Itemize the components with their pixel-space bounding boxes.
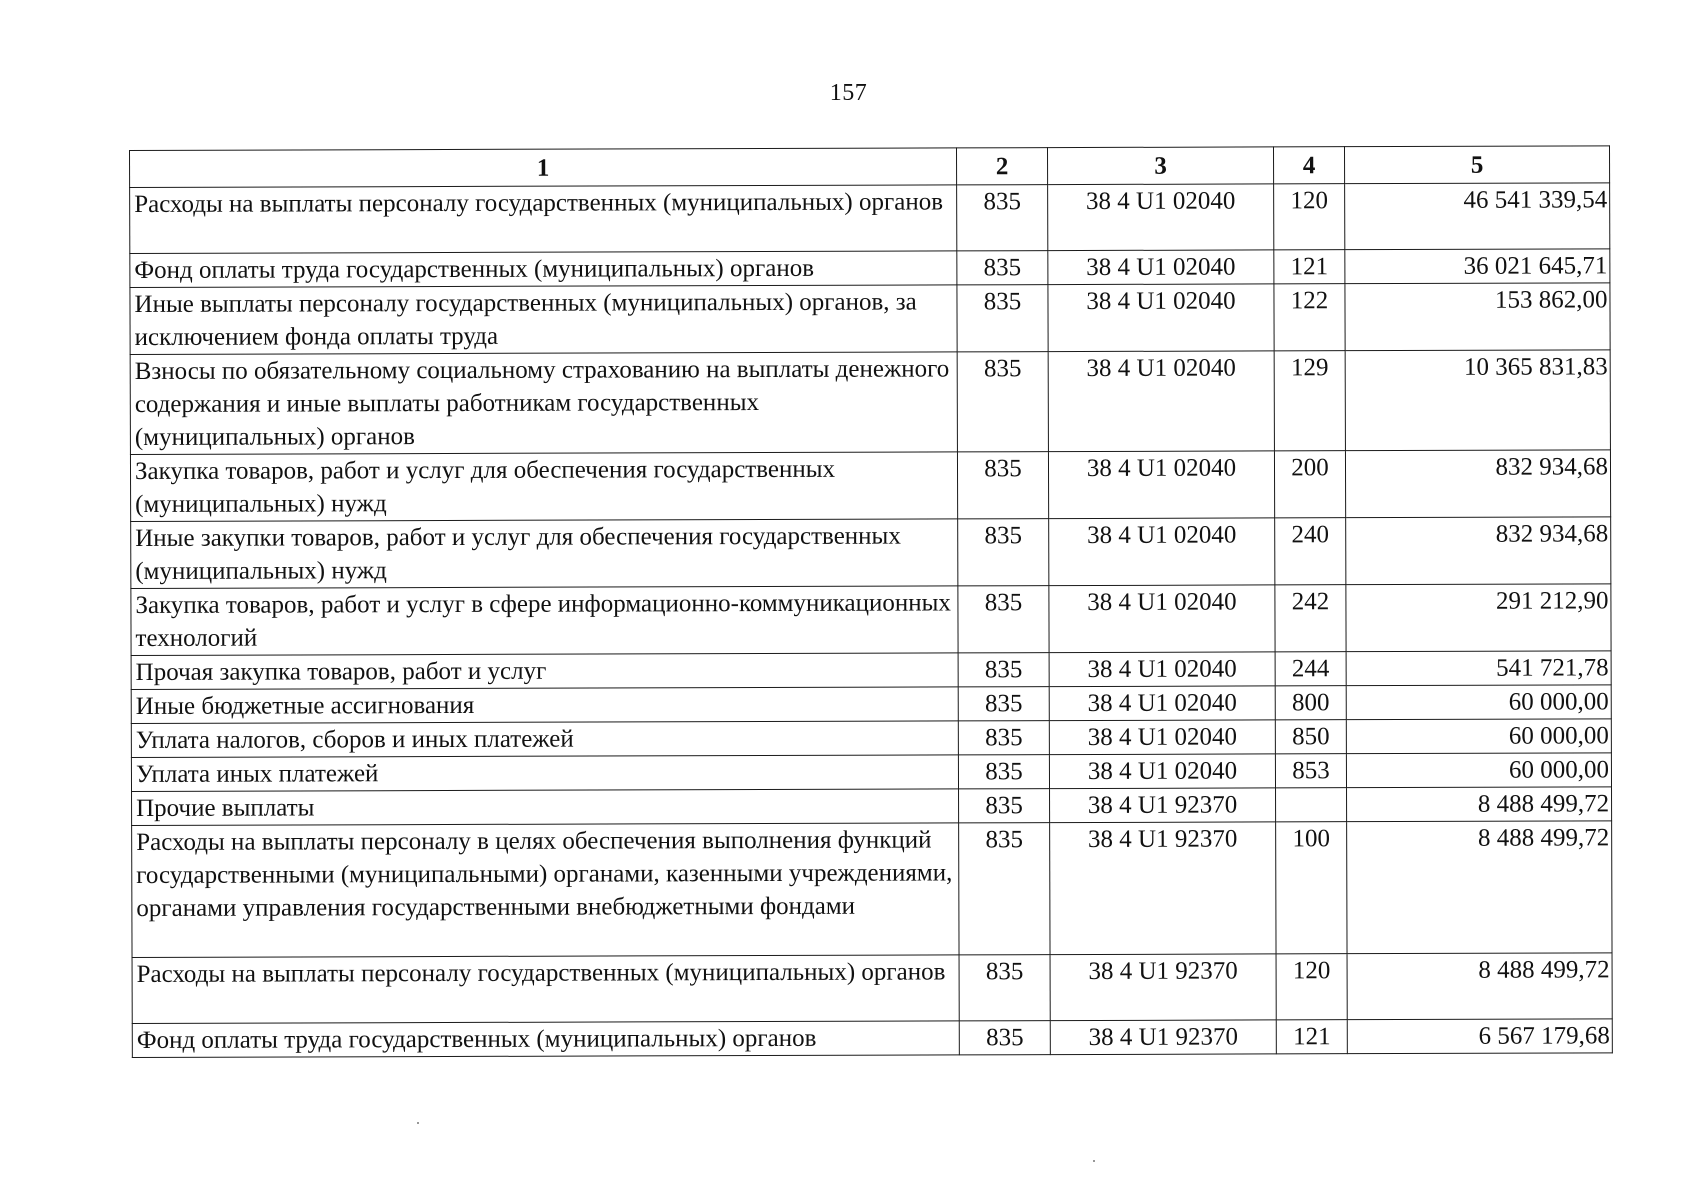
row-name: Уплата иных платежей — [131, 755, 958, 792]
row-csr: 38 4 U1 02040 — [1048, 351, 1274, 452]
row-vr: 240 — [1275, 518, 1346, 585]
table-row — [131, 685, 1611, 724]
table-row — [131, 651, 1611, 690]
row-ved: 835 — [958, 586, 1049, 653]
table-row — [132, 821, 1612, 958]
row-ved: 835 — [958, 519, 1049, 586]
row-vr: 242 — [1275, 585, 1346, 652]
row-sum: 6 567 179,68 — [1347, 1019, 1612, 1054]
row-sum: 10 365 831,83 — [1345, 350, 1610, 451]
row-ved: 835 — [958, 755, 1049, 789]
row-csr: 38 4 U1 92370 — [1050, 954, 1276, 1021]
budget-table — [129, 145, 1613, 1058]
row-sum: 291 212,90 — [1346, 584, 1611, 652]
row-ved: 835 — [959, 823, 1050, 955]
row-vr: 200 — [1274, 451, 1345, 518]
row-sum: 832 934,68 — [1345, 450, 1610, 518]
row-name: Расходы на выплаты персоналу государственных (муниципальных) органов — [130, 185, 957, 254]
row-ved: 835 — [958, 687, 1049, 721]
row-csr: 38 4 U1 92370 — [1050, 822, 1276, 955]
header-col-3: 3 — [1047, 147, 1273, 185]
table-row — [130, 183, 1610, 254]
row-name: Фонд оплаты труда государственных (муниципальных) органов — [130, 251, 957, 288]
row-csr: 38 4 U1 92370 — [1050, 1020, 1276, 1055]
row-csr: 38 4 U1 02040 — [1049, 686, 1275, 721]
header-col-4: 4 — [1273, 147, 1344, 184]
table-row — [131, 753, 1611, 792]
row-sum: 46 541 339,54 — [1345, 183, 1610, 250]
row-ved: 835 — [959, 955, 1050, 1021]
row-csr: 38 4 U1 02040 — [1049, 518, 1275, 586]
row-vr: 244 — [1275, 652, 1346, 686]
row-csr: 38 4 U1 02040 — [1048, 250, 1274, 285]
row-name: Уплата налогов, сборов и иных платежей — [131, 721, 958, 758]
row-sum: 8 488 499,72 — [1347, 787, 1612, 822]
header-col-2: 2 — [956, 148, 1047, 185]
table-row — [131, 517, 1611, 589]
table-row — [130, 350, 1610, 455]
table-body — [130, 183, 1613, 1058]
row-sum: 541 721,78 — [1346, 651, 1611, 686]
row-vr: 120 — [1276, 954, 1347, 1020]
header-row — [130, 146, 1610, 188]
row-ved: 835 — [958, 653, 1049, 687]
row-sum: 60 000,00 — [1346, 753, 1611, 788]
row-ved: 835 — [959, 1021, 1050, 1055]
row-sum: 60 000,00 — [1346, 719, 1611, 754]
row-csr: 38 4 U1 02040 — [1048, 284, 1274, 352]
row-ved: 835 — [958, 721, 1049, 755]
row-csr: 38 4 U1 92370 — [1050, 788, 1276, 823]
page-number: 157 — [829, 80, 868, 106]
row-ved: 835 — [957, 452, 1048, 519]
row-sum: 832 934,68 — [1346, 517, 1611, 585]
row-sum: 8 488 499,72 — [1347, 953, 1612, 1020]
table-row — [131, 719, 1611, 758]
scan-speck — [417, 1122, 419, 1124]
row-name: Взносы по обязательному социальному страхованию на выплаты денежного содержания и иные выплаты работникам государственных (муниципальных) органов — [130, 352, 957, 455]
row-vr: 121 — [1276, 1020, 1347, 1054]
row-vr: 121 — [1274, 250, 1345, 284]
row-ved: 835 — [959, 789, 1050, 823]
row-name: Прочая закупка товаров, работ и услуг — [131, 653, 958, 690]
row-csr: 38 4 U1 02040 — [1049, 720, 1275, 755]
row-name: Иные выплаты персоналу государственных (муниципальных) органов, за исключением фонда оплаты труда — [130, 285, 957, 355]
row-vr: 122 — [1274, 284, 1345, 351]
row-csr: 38 4 U1 02040 — [1048, 184, 1274, 251]
header-col-5: 5 — [1344, 146, 1609, 184]
row-name: Иные бюджетные ассигнования — [131, 687, 958, 724]
row-vr: 800 — [1275, 686, 1346, 720]
table-row — [130, 450, 1610, 522]
row-ved: 835 — [957, 185, 1048, 251]
row-sum: 60 000,00 — [1346, 685, 1611, 720]
row-vr: 120 — [1274, 184, 1345, 250]
row-csr: 38 4 U1 02040 — [1048, 451, 1274, 519]
table-row — [131, 584, 1611, 656]
table-row — [130, 283, 1610, 355]
row-name: Закупка товаров, работ и услуг в сфере информационно-коммуникационных технологий — [131, 586, 958, 656]
row-ved: 835 — [957, 251, 1048, 285]
row-name: Прочие выплаты — [132, 789, 959, 826]
row-csr: 38 4 U1 02040 — [1049, 754, 1275, 789]
table-header — [130, 146, 1610, 188]
row-vr: 100 — [1276, 822, 1347, 954]
row-name: Закупка товаров, работ и услуг для обеспечения государственных (муниципальных) нужд — [130, 452, 957, 522]
row-vr — [1276, 788, 1347, 822]
row-csr: 38 4 U1 02040 — [1049, 585, 1275, 653]
row-ved: 835 — [957, 352, 1048, 452]
row-csr: 38 4 U1 02040 — [1049, 652, 1275, 687]
row-vr: 129 — [1274, 351, 1345, 451]
row-name: Фонд оплаты труда государственных (муниципальных) органов — [132, 1021, 959, 1058]
row-name: Расходы на выплаты персоналу в целях обеспечения выполнения функций государственными (муниципальными) органами, казенными учреждениями, органами управления государственными внебюджетными фондами — [132, 823, 959, 958]
table-row — [130, 249, 1610, 288]
table-row — [132, 953, 1612, 1024]
table-row — [132, 1019, 1612, 1058]
row-ved: 835 — [957, 285, 1048, 352]
row-name: Расходы на выплаты персоналу государственных (муниципальных) органов — [132, 955, 959, 1024]
row-name: Иные закупки товаров, работ и услуг для обеспечения государственных (муниципальных) нужд — [131, 519, 958, 589]
scan-speck — [1093, 1160, 1095, 1162]
table-row — [132, 787, 1612, 826]
row-sum: 8 488 499,72 — [1347, 821, 1612, 954]
row-vr: 850 — [1275, 720, 1346, 754]
row-sum: 36 021 645,71 — [1345, 249, 1610, 284]
row-sum: 153 862,00 — [1345, 283, 1610, 351]
row-vr: 853 — [1275, 754, 1346, 788]
header-col-1: 1 — [130, 148, 957, 188]
